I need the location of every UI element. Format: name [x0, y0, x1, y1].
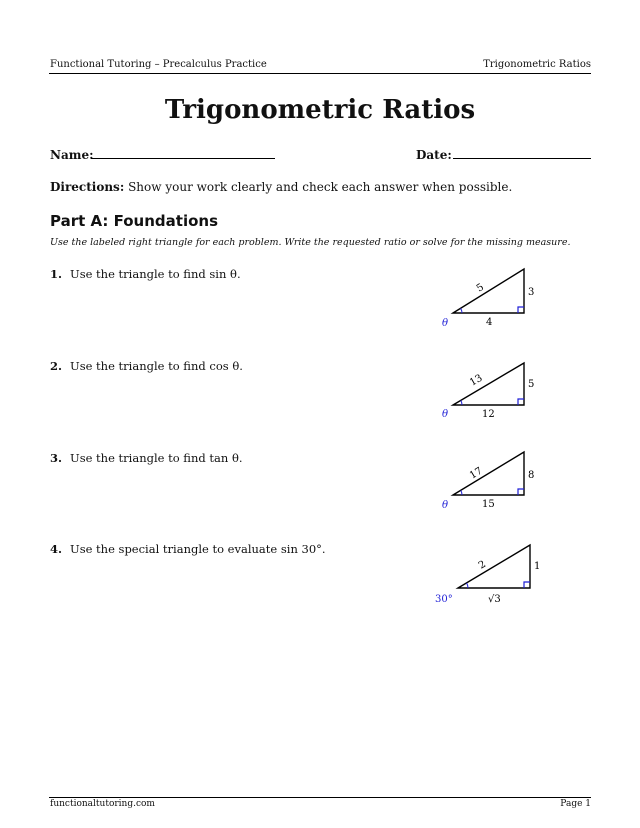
- header-left: Functional Tutoring – Precalculus Practice: [50, 59, 267, 70]
- section-title: Part A: Foundations: [50, 212, 218, 230]
- adjacent-label: 12: [482, 409, 495, 420]
- triangle-figure-3: [430, 446, 550, 516]
- name-label: Name:: [50, 148, 94, 162]
- triangle: [453, 269, 524, 313]
- problem-text: Use the triangle to find sin θ.: [70, 267, 241, 281]
- hypotenuse-label: 13: [468, 372, 485, 389]
- problem-2: [50, 359, 243, 373]
- directions-label: Directions:: [50, 180, 125, 194]
- page-title: Trigonometric Ratios: [164, 95, 476, 125]
- problem-text: Use the triangle to find cos θ.: [70, 359, 243, 373]
- angle-label: θ: [442, 318, 449, 329]
- name-field[interactable]: [91, 158, 275, 159]
- opposite-label: 8: [528, 470, 535, 481]
- section-instructions: Use the labeled right triangle for each problem. Write the requested ratio or solve for the missing measure.: [50, 237, 571, 248]
- right-angle-marker: [518, 399, 524, 405]
- footer-left: functionaltutoring.com: [50, 799, 155, 809]
- angle-label: 30°: [435, 594, 453, 605]
- triangle: [458, 545, 530, 588]
- opposite-label: 3: [528, 287, 535, 298]
- right-angle-marker: [524, 582, 530, 588]
- date-field[interactable]: [453, 158, 591, 159]
- problem-number: 2.: [50, 359, 63, 373]
- date-label: Date:: [416, 148, 452, 162]
- page-number: Page 1: [560, 799, 591, 809]
- directions: [50, 180, 512, 194]
- hypotenuse-label: 2: [476, 558, 489, 572]
- adjacent-label: √3: [488, 594, 501, 605]
- footer-rule: [49, 797, 591, 798]
- header-rule: [49, 73, 591, 74]
- triangle-figure-1: [430, 262, 550, 334]
- right-angle-marker: [518, 307, 524, 313]
- problem-1: [50, 267, 241, 281]
- opposite-label: 5: [528, 379, 535, 390]
- triangle-figure-4: [430, 536, 550, 608]
- problem-text: Use the special triangle to evaluate sin 30°.: [70, 542, 326, 556]
- angle-arc: [461, 308, 462, 313]
- problem-number: 3.: [50, 451, 63, 465]
- header-right: Trigonometric Ratios: [483, 59, 591, 70]
- angle-label: θ: [442, 500, 449, 511]
- hypotenuse-label: 17: [467, 465, 485, 482]
- adjacent-label: 4: [486, 317, 493, 328]
- problem-4: [50, 542, 326, 556]
- right-angle-marker: [518, 489, 524, 495]
- angle-arc: [467, 583, 468, 588]
- angle-label: θ: [442, 409, 449, 420]
- triangle-figure-2: [430, 356, 550, 426]
- adjacent-label: 15: [482, 499, 495, 510]
- directions-text: Show your work clearly and check each answer when possible.: [128, 180, 513, 194]
- problem-3: [50, 451, 243, 465]
- problem-text: Use the triangle to find tan θ.: [70, 451, 243, 465]
- hypotenuse-label: 5: [474, 281, 486, 295]
- triangle: [453, 452, 524, 495]
- opposite-label: 1: [534, 561, 541, 572]
- problem-number: 4.: [50, 542, 63, 556]
- problem-number: 1.: [50, 267, 63, 281]
- triangle: [453, 363, 524, 405]
